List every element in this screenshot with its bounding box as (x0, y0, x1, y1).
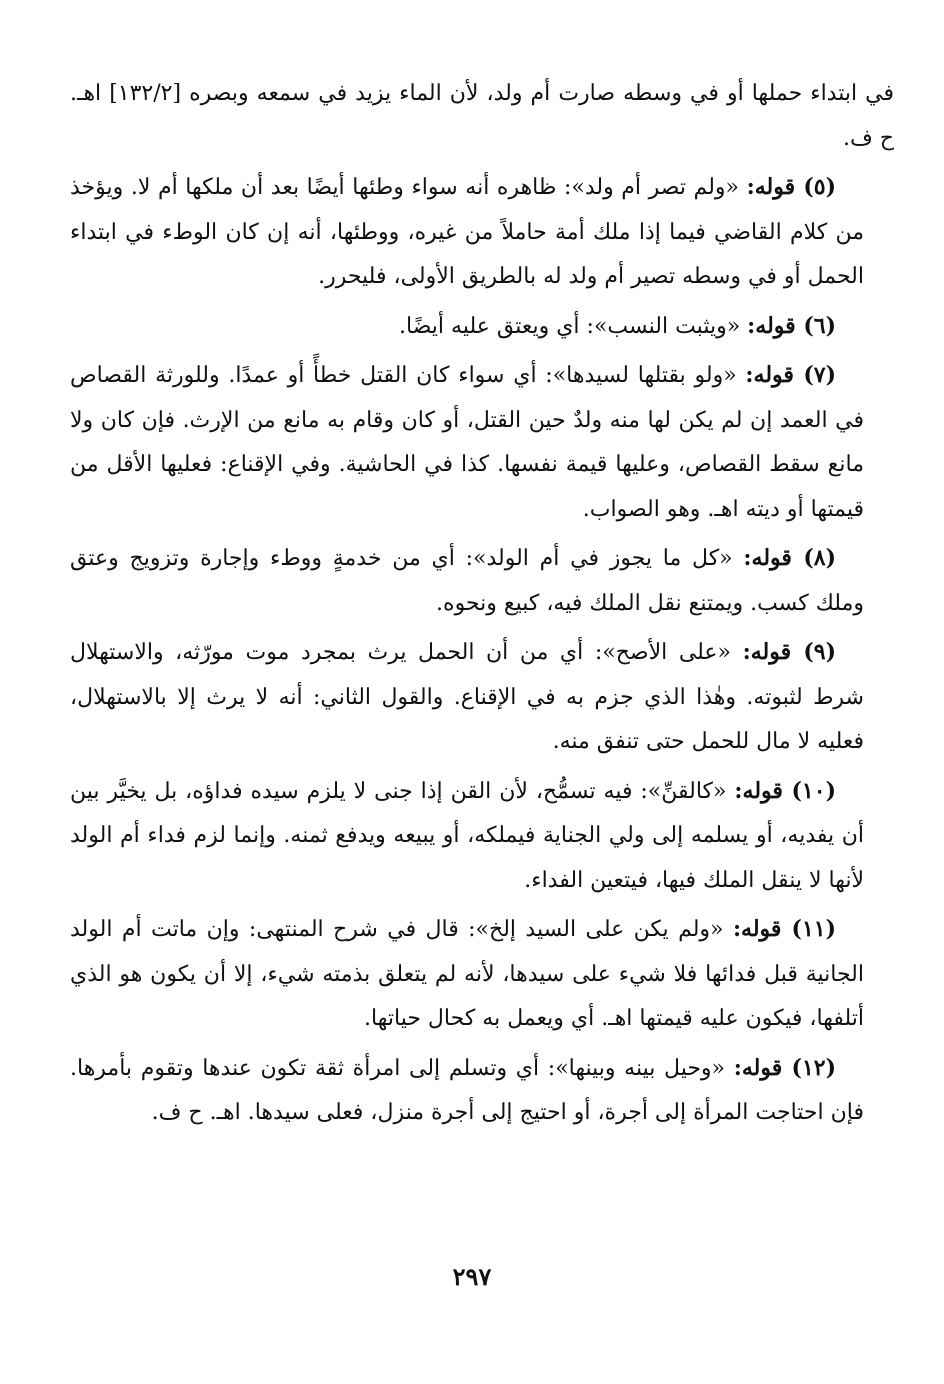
paragraph-text: «ويثبت النسب»: أي ويعتق عليه أيضًا. (399, 313, 741, 339)
paragraph-text: «كل ما يجوز في أم الولد»: أي من خدمةٍ ووطء وإجارة وتزويج وعتق وملك كسب. ويمتنع نقل الملك فيه، كبيع ونحوه. (70, 546, 864, 616)
paragraph-text: «وحيل بينه وبينها»: أي وتسلم إلى امرأة ثقة تكون عندها وتقوم بأمرها. فإن احتاجت المرأة إلى أجرة، أو احتيج إلى أجرة منزل، فعلى سيدها. اهـ. ح ف. (70, 1055, 864, 1125)
paragraph-text: «ولم يكن على السيد إلخ»: قال في شرح المنتهى: وإن ماتت أم الولد الجانية قبل فدائها فلا شيء على سيدها، لأنه لم يتعلق بذمته شيء، إلا أن يكون هو الذي أتلفها، فيكون عليه قيمتها اهـ. أي ويعمل به كحال حياتها. (70, 917, 864, 1031)
paragraph-text: «كالقنِّ»: فيه تسمُّح، لأن القن إذا جنى لا يلزم سيده فداؤه، بل يخيَّر بين أن يفديه، أو يسلمه إلى ولي الجناية فيملكه، أو يبيعه ويدفع ثمنه. وإنما لزم فداء أم الولد لأنها لا ينقل الملك فيها، فيتعين الفداء. (70, 778, 864, 893)
note-label: (٦) قوله: (747, 312, 836, 339)
paragraph-note-9 (70, 630, 864, 765)
paragraph-note-6 (70, 304, 864, 350)
note-label: (١٠) قوله: (734, 777, 836, 804)
note-label: (٨) قوله: (743, 545, 836, 571)
paragraph-text: في ابتداء حملها أو في وسطه صارت أم ولد، لأن الماء يزيد في سمعه وبصره [١٣٢/٢] اهـ. ح ف. (70, 81, 895, 151)
paragraph-note-10 (70, 769, 864, 904)
note-label: (١١) قوله: (732, 916, 836, 942)
paragraph-text: «ولو بقتلها لسيدها»: أي سواء كان القتل خطأً أو عمدًا. وللورثة القصاص في العمد إن لم يكن لها منه ولدٌ حين القتل، أو كان وقام به مانع من الإرث. فإن كان ولا مانع سقط القصاص، وعليها قيمة نفسها. كذا في الحاشية. وفي الإقناع: فعليها الأقل من قيمتها أو ديته اهـ. وهو الصواب. (70, 363, 864, 522)
paragraph-continuation (70, 72, 894, 161)
note-label: (٥) قوله: (746, 174, 836, 200)
paragraph-note-12 (70, 1046, 864, 1136)
paragraph-text: «على الأصح»: أي من أن الحمل يرث بمجرد موت مورّثه، والاستهلال شرط لثبوته. وهٰذا الذي جزم به في الإقناع. والقول الثاني: أنه لا يرث إلا بالاستهلال، فعليه لا مال للحمل حتى تنفق منه. (70, 640, 864, 754)
paragraph-note-7 (70, 353, 864, 532)
note-label: (٩) قوله: (742, 639, 837, 665)
paragraph-text: «ولم تصر أم ولد»: ظاهره أنه سواء وطئها أيضًا بعد أن ملكها أم لا. ويؤخذ من كلام القاضي فيما إذا ملك أمة حاملاً من غيره، ووطئها، أنه إن كان الوطء في ابتداء الحمل أو في وسطه تصير أم ولد له بالطريق الأولى، فليحرر. (70, 175, 864, 289)
paragraph-note-11 (70, 907, 864, 1042)
note-label: (١٢) قوله: (733, 1054, 837, 1081)
page-body (70, 72, 895, 1140)
paragraph-note-5 (70, 165, 864, 300)
paragraph-note-8 (70, 536, 864, 626)
page-number: ٢٩٧ (452, 1262, 492, 1291)
note-label: (٧) قوله: (745, 362, 836, 388)
